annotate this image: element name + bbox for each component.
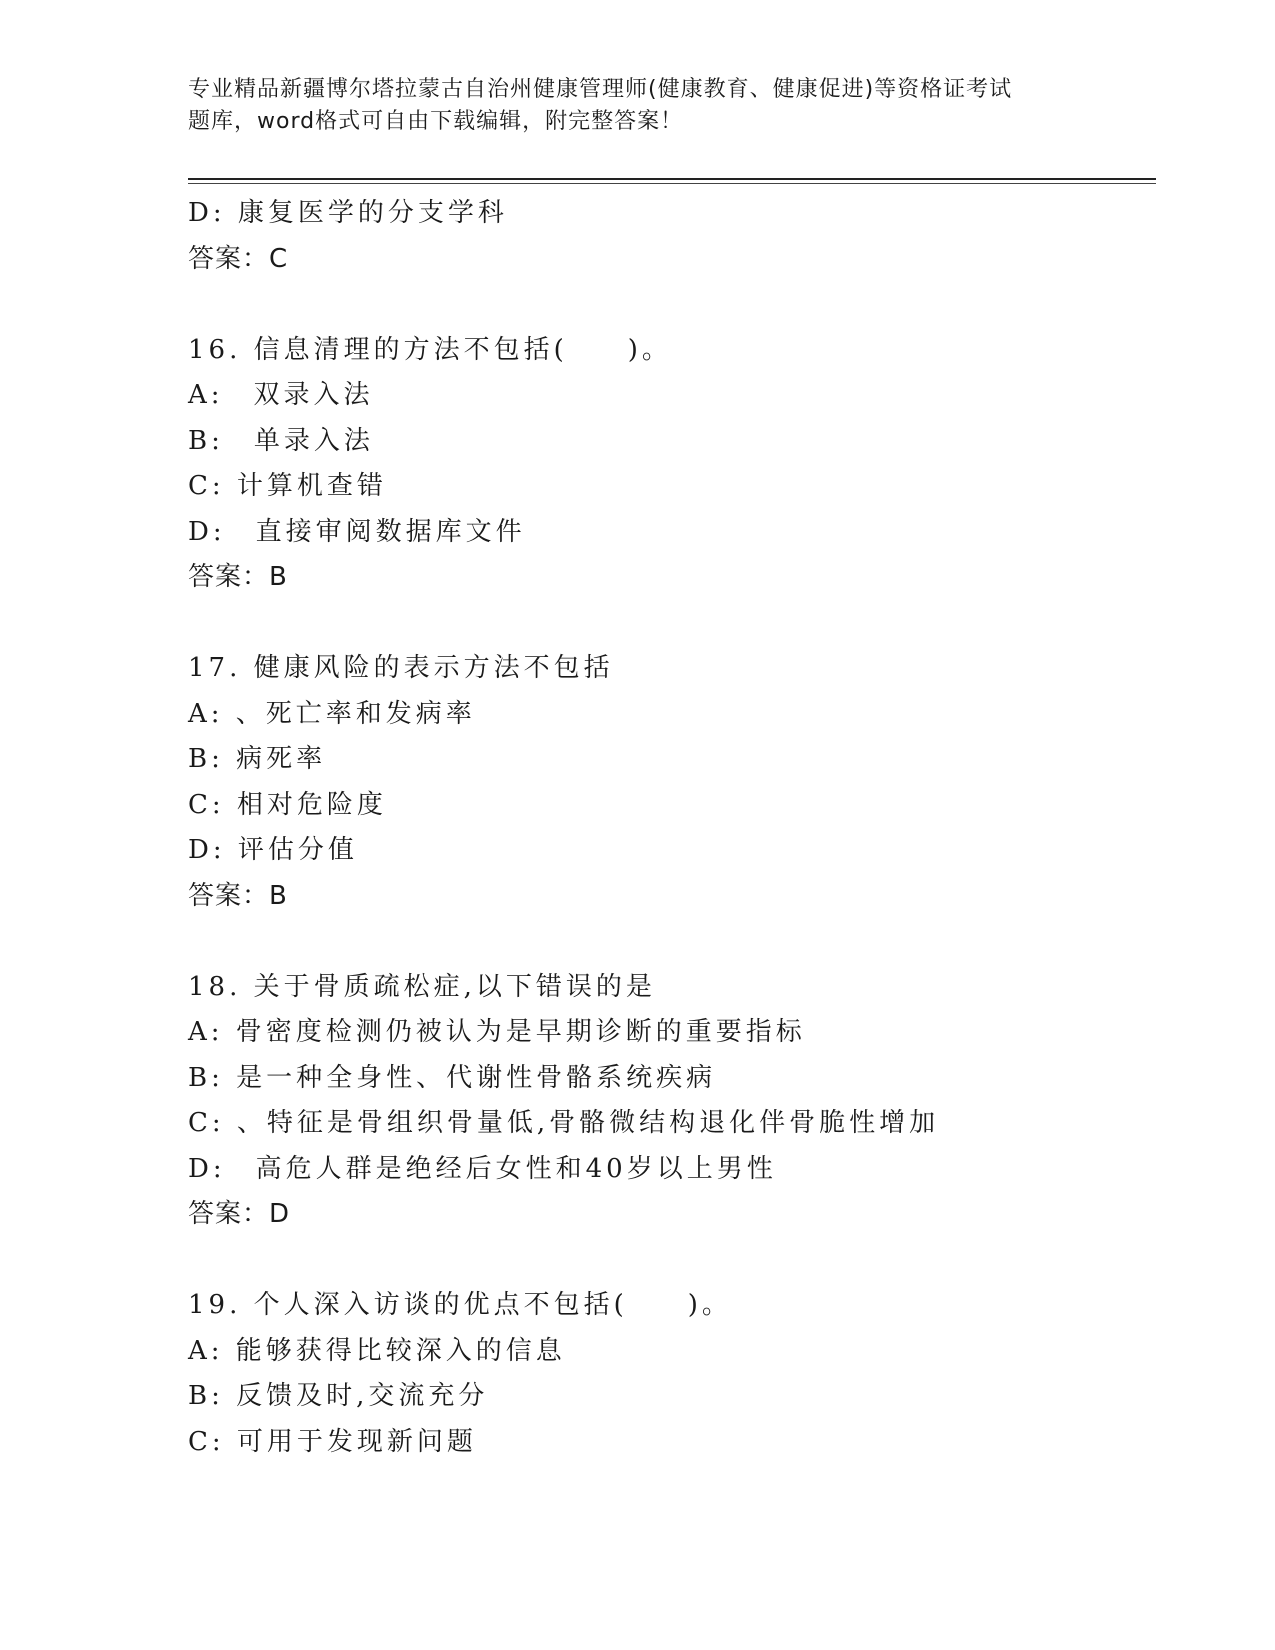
option-text: B: 单录入法 — [188, 425, 374, 456]
option-text: A: 能够获得比较深入的信息 — [188, 1335, 566, 1366]
option-text: A: 骨密度检测仍被认为是早期诊断的重要指标 — [188, 1017, 806, 1047]
option-text: B: 反馈及时,交流充分 — [188, 1381, 489, 1411]
option-text: B: 病死率 — [188, 744, 327, 774]
header-divider-thick — [188, 178, 1156, 180]
answer-text: 答案：D — [188, 1199, 291, 1229]
answer-text: 答案：C — [188, 243, 289, 274]
question-stem: 16. 信息清理的方法不包括( )。 — [188, 334, 672, 365]
option-text: A: 双录入法 — [188, 380, 374, 410]
spacer — [188, 282, 1156, 328]
option-text: C: 、特征是骨组织骨量低,骨骼微结构退化伴骨脆性增加 — [188, 1108, 940, 1138]
option-text: C: 可用于发现新问题 — [188, 1426, 477, 1457]
option-text: D: 康复医学的分支学科 — [188, 198, 508, 228]
document-header — [188, 74, 1108, 138]
question-stem: 19. 个人深入访谈的优点不包括( )。 — [188, 1290, 732, 1320]
question-list — [188, 191, 1156, 1465]
option-text: D: 评估分值 — [188, 835, 358, 865]
header-line-2: 题库，word格式可自由下载编辑，附完整答案！ — [188, 109, 684, 134]
header-divider-thin — [188, 183, 1156, 184]
option-text: C: 计算机查错 — [188, 471, 387, 501]
answer-text: 答案：B — [188, 880, 288, 911]
option-text: B: 是一种全身性、代谢性骨骼系统疾病 — [188, 1062, 717, 1093]
spacer — [188, 601, 1156, 647]
spacer — [188, 919, 1156, 965]
spacer — [188, 1238, 1156, 1284]
option-text: C: 相对危险度 — [188, 789, 387, 820]
question-stem: 18. 关于骨质疏松症,以下错误的是 — [188, 971, 656, 1002]
question-stem: 17. 健康风险的表示方法不包括 — [188, 653, 614, 683]
option-text: A: 、死亡率和发病率 — [188, 698, 476, 729]
answer-text: 答案：B — [188, 562, 288, 592]
option-text: D: 直接审阅数据库文件 — [188, 516, 526, 547]
option-text: D: 高危人群是绝经后女性和40岁以上男性 — [188, 1153, 777, 1184]
header-line-1: 专业精品新疆博尔塔拉蒙古自治州健康管理师(健康教育、健康促进)等资格证考试 — [188, 77, 1013, 102]
